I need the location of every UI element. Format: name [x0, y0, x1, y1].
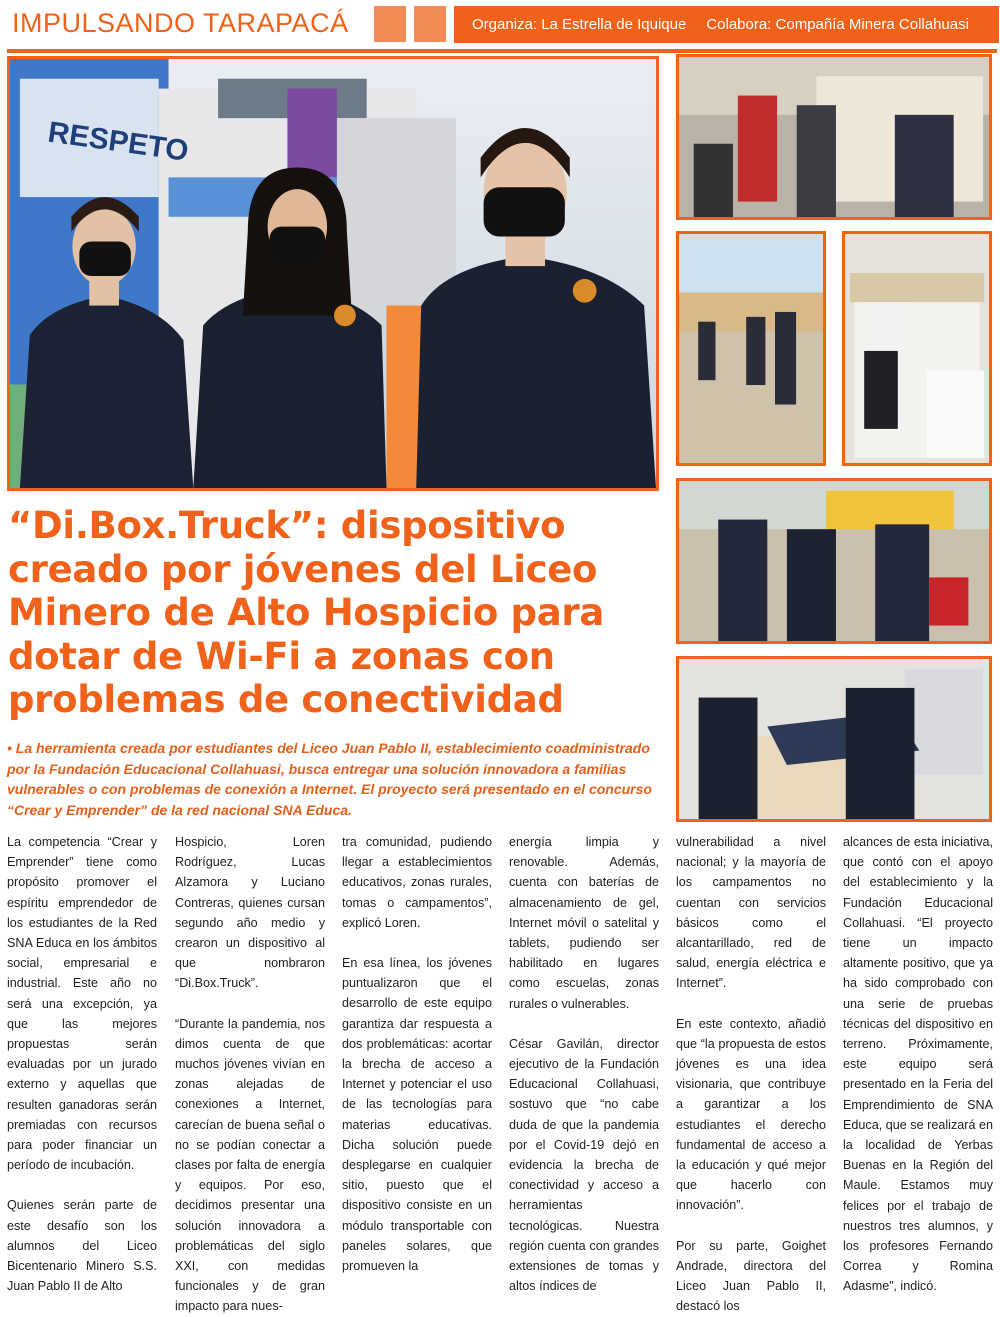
- paragraph: vulnerabilidad a nivel nacional; y la mayoría de los campamentos no cuentan con servicios básicos como el alcantarillado, red de salud, energía eléctrica e Internet”.: [676, 835, 826, 991]
- main-photo-students: [7, 56, 659, 491]
- header-rule: [7, 49, 997, 53]
- paragraph: En esa línea, los jóvenes puntualizaron que el desarrollo de este equipo garantiza dar respuesta a dos problemáticas: acortar la brecha de acceso a Internet y potenciar el uso de las tecnologías para materias educativas. Dicha solución puede desplegarse en cualquier sitio, puesto que el dispositivo consiste en un módulo transportable con paneles solares, que promueven la: [342, 956, 492, 1274]
- article-column-6: [843, 832, 993, 1297]
- paragraph: Por su parte, Goighet Andrade, directora del Liceo Juan Pablo II, destacó los: [676, 1238, 826, 1314]
- paragraph: Quienes serán parte de este desafío son los alumnos del Liceo Bicentenario Minero S.S. Juan Pablo II de Alto: [7, 1198, 157, 1294]
- paragraph: energía limpia y renovable. Además, cuenta con baterías de almacenamiento de gel, Internet móvil o satelital y tablets, pudiendo ser habilitado en lugares como escuelas, zonas rurales o vulnerables.: [509, 835, 659, 1011]
- article-lead: • La herramienta creada por estudiantes del Liceo Juan Pablo II, establecimiento coadministrado por la Fundación Educacional Collahuasi, busca entregar una solución innovadora a familias vulnerables o con problemas de conexión a Internet. El proyecto será presentado en el concurso “Crear y Emprender” de la red nacional SNA Educa.: [7, 740, 652, 818]
- article-column-4: [509, 832, 659, 1296]
- organizer-bar: [454, 6, 999, 43]
- section-title: IMPULSANDO TARAPACÁ: [12, 8, 349, 38]
- photo-group-outdoors: [676, 231, 826, 466]
- decorative-square: [414, 6, 446, 42]
- photo-students-assembling: [676, 54, 992, 220]
- article-headline: “Di.Box.Truck”: dispositivo creado por jóvenes del Liceo Minero de Alto Hospicio para dotar de Wi-Fi a zonas con problemas de conectividad: [8, 504, 605, 721]
- respeto-sign: RESPETO: [45, 115, 191, 168]
- paragraph: En este contexto, añadió que “la propuesta de estos jóvenes es una idea visionaria, que contribuye a garantizar a los estudiantes el derecho fundamental de acceso a la educación y qué mejor que hacerlo con innovación”.: [676, 1016, 826, 1213]
- paragraph: La competencia “Crear y Emprender” tiene como propósito promover el espíritu emprendedor de los estudiantes de la Red SNA Educa en los ámbitos social, empresarial e industrial. Este año no será una excepción, ya que las mejores propuestas serán evaluadas por un jurado externo y aquellas que resulten ganadoras serán premiadas con recursos para poder financiar un período de incubación.: [7, 835, 157, 1173]
- decorative-square: [374, 6, 406, 42]
- paragraph: Hospicio, Loren Rodríguez, Lucas Alzamora y Luciano Contreras, quienes cursan segundo año medio y crearon un dispositivo al que nombraron “Di.Box.Truck”.: [175, 835, 325, 991]
- paragraph: “Durante la pandemia, nos dimos cuenta de que muchos jóvenes vivían en zonas alejadas de conexiones a Internet, carecían de buena señal o no se podían conectar a clases por falta de energía y equipos. Por eso, decidimos presentar una solución innovadora a problemáticas del siglo XXI, con medidas funcionales y de gran impacto para nues-: [175, 1016, 325, 1314]
- article-column-2: [175, 832, 325, 1317]
- photo-students-thumbs-up: [676, 478, 992, 644]
- article-column-5: [676, 832, 826, 1316]
- paragraph: tra comunidad, pudiendo llegar a establecimientos educativos, zonas rurales, tomas o campamentos”, explicó Loren.: [342, 835, 492, 930]
- colabora-label: Colabora: Compañía Minera Collahuasi: [706, 16, 969, 33]
- article-column-3: [342, 832, 492, 1276]
- photo-solar-panel-module: [676, 656, 992, 822]
- photo-students-working: [842, 231, 992, 466]
- paragraph: César Gavilán, director ejecutivo de la Fundación Educacional Collahuasi, sostuvo que “no cabe duda de que la pandemia por el Covid-19 dejó en evidencia la brecha de conectividad y acceso a herramientas tecnológicas. Nuestra región cuenta con grandes extensiones de tomas y altos índices de: [509, 1036, 659, 1294]
- organiza-label: Organiza: La Estrella de Iquique: [472, 16, 687, 33]
- paragraph: alcances de esta iniciativa, que contó con el apoyo del establecimiento y la Fundación Educacional Collahuasi. “El proyecto tiene un impacto altamente positivo, que ya ha sido comprobado con una serie de pruebas técnicas del dispositivo en terreno. Próximamente, este equipo será presentado en la Feria del Emprendimiento de SNA Educa, que se realizará en la localidad de Yerbas Buenas en la Región del Maule. Estamos muy felices por el trabajo de nuestros tres alumnos, y los profesores Fernando Correa y Romina Adasme”, indicó.: [843, 835, 993, 1294]
- article-column-1: [7, 832, 157, 1296]
